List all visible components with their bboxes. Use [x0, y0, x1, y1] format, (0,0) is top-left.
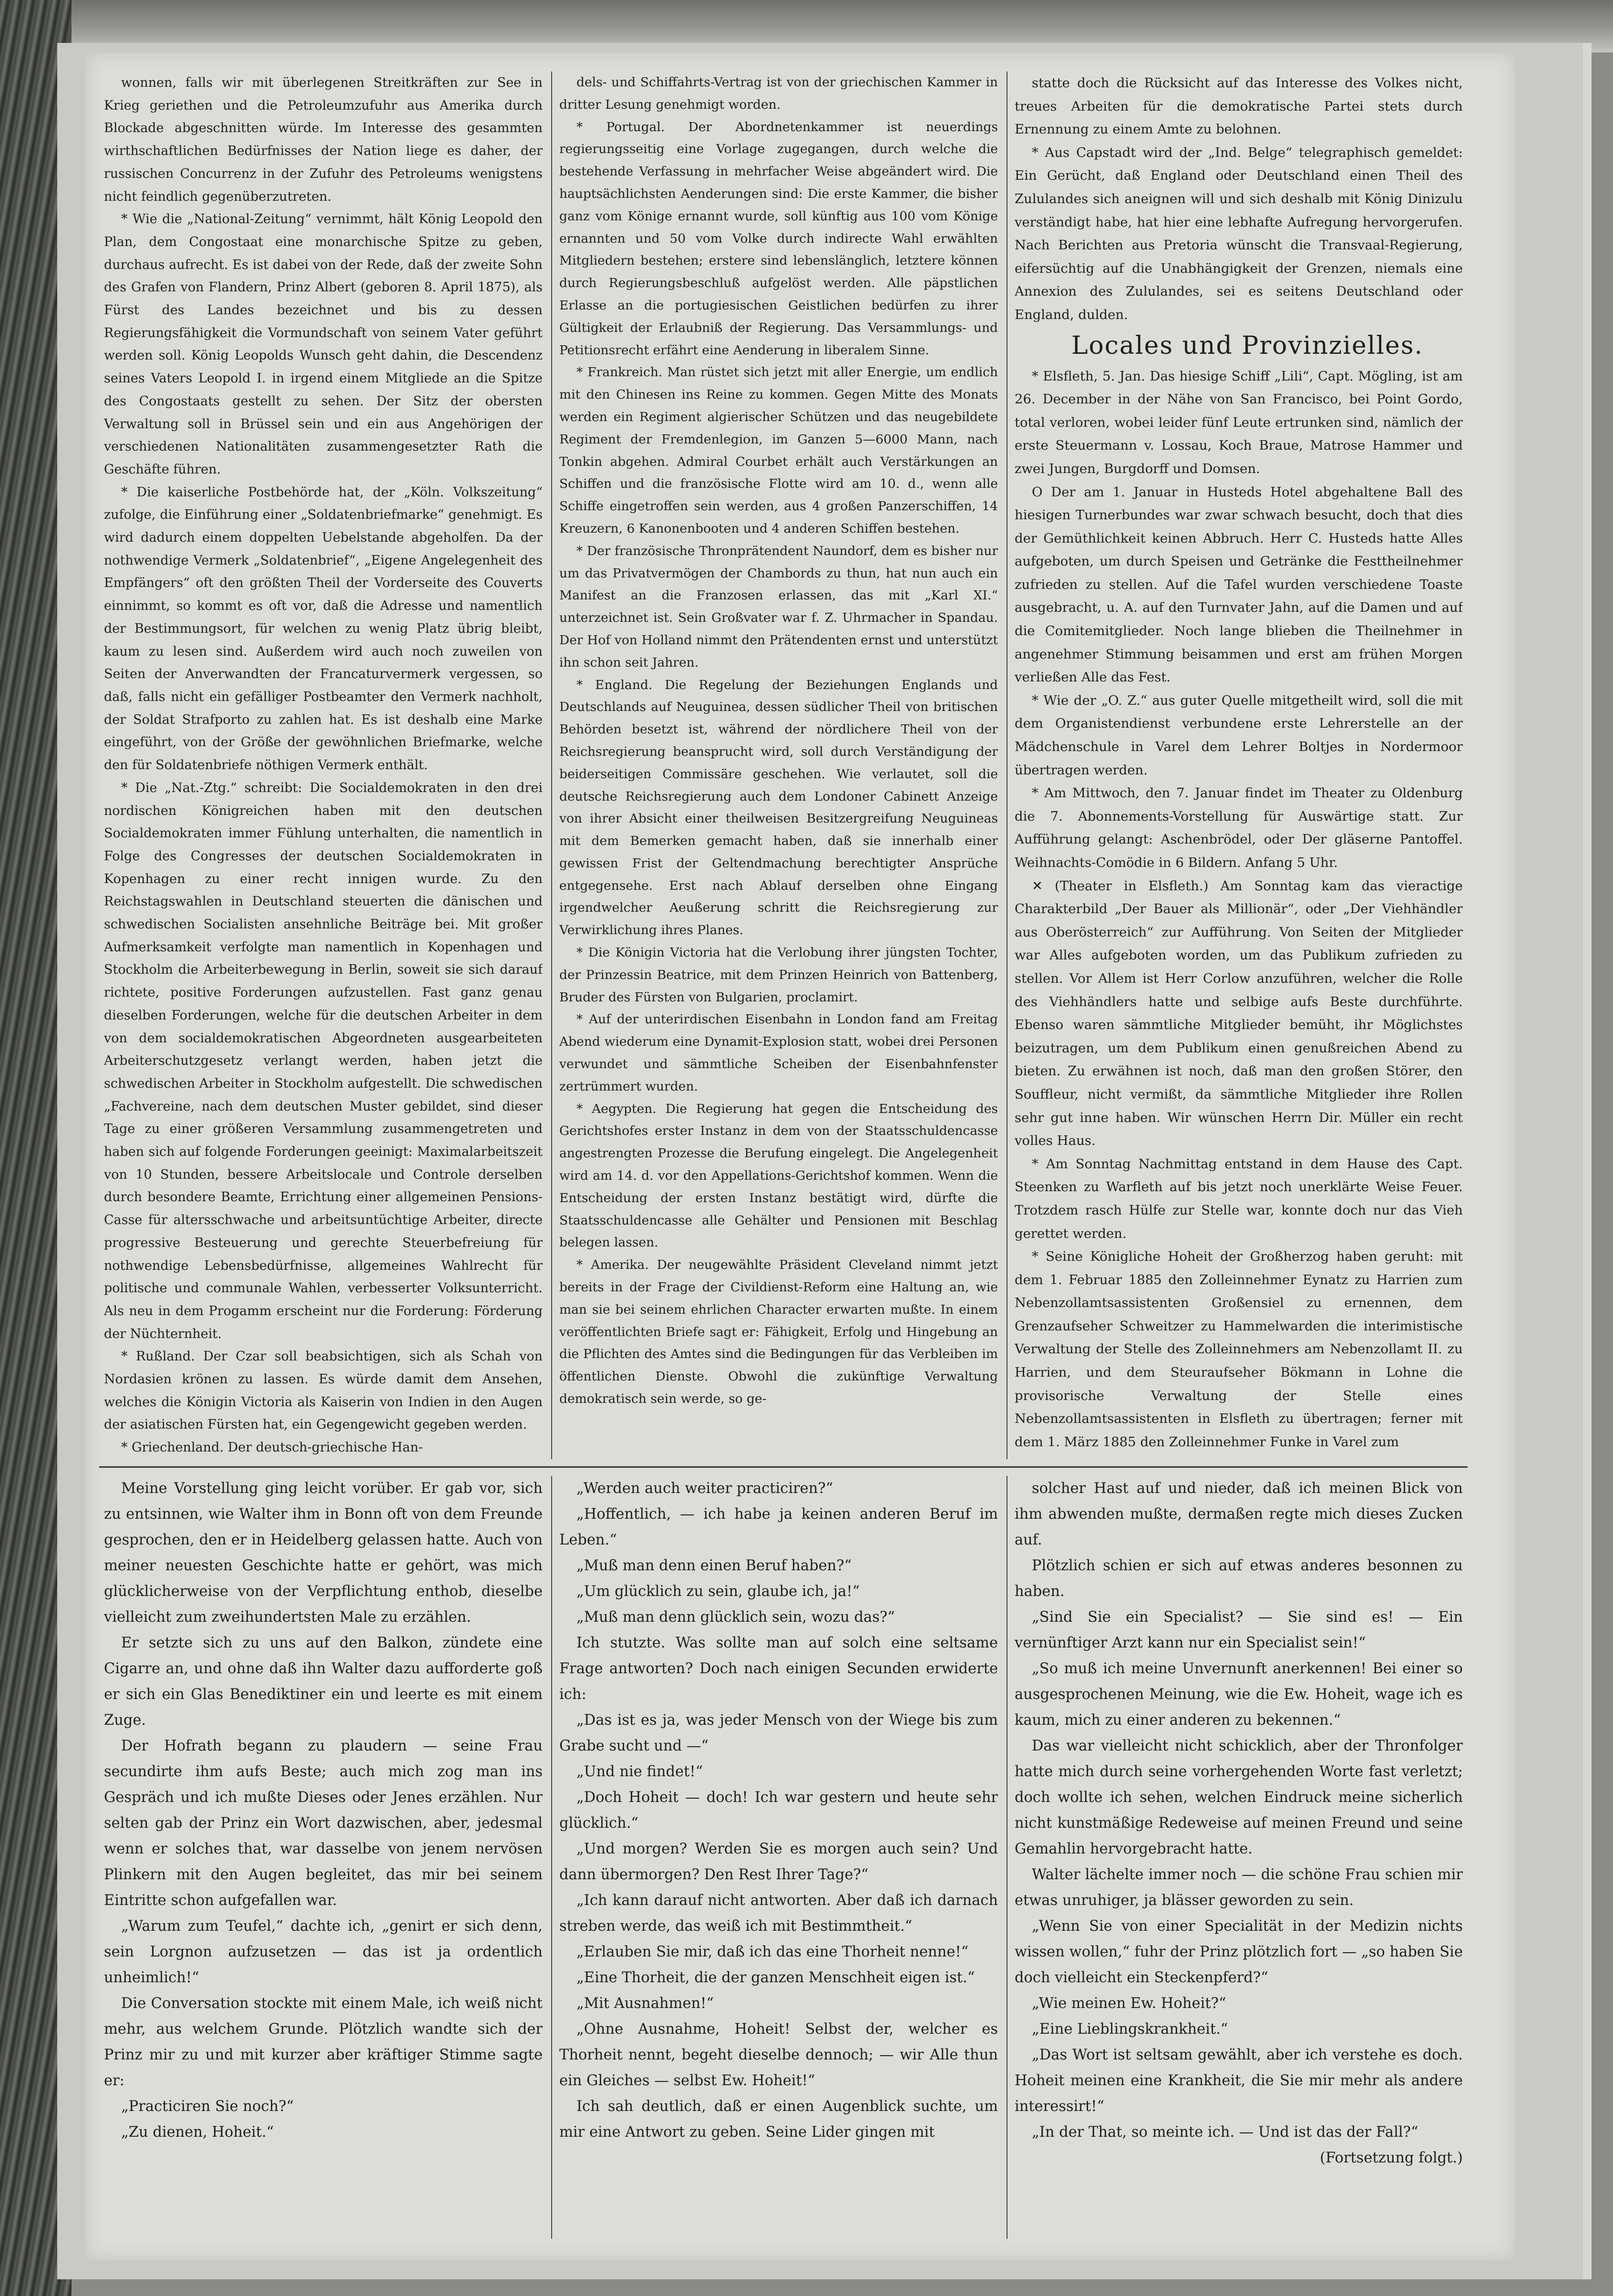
- paragraph: * Die „Nat.-Ztg.“ schreibt: Die Socialdemokraten in den drei nordischen Königreichen haben mit den deutschen Socialdemokraten immer Fühlung unterhalten, die namentlich in Folge des Congresses der deutschen Socialdemokraten in Kopenhagen zu einer recht innigen wurde. Zu den Reichstagswahlen in Deutschland steuerten die dänischen und schwedischen Socialisten ansehnliche Beiträge bei. Mit großer Aufmerksamkeit verfolgte man namentlich in Kopenhagen und Stockholm die Arbeiterbewegung in Berlin, soweit sie sich darauf richtete, positive Forderungen aufzustellen. Fast ganz genau dieselben Forderungen, welche für die deutschen Arbeiter in dem von dem socialdemokratischen Abgeordneten ausgearbeiteten Arbeiterschutzgesetz verlangt werden, haben jetzt die schwedischen Arbeiter in Stockholm aufgestellt. Die schwedischen „Fachvereine, nach dem deutschen Muster gebildet, sind dieser Tage zu einer größeren Versammlung zusammengetreten und haben sich auf folgende Forderungen geeinigt: Maximalarbeitszeit von 10 Stunden, bessere Arbeitslocale und Controle derselben durch besondere Beamte, Errichtung einer allgemeinen Pensions-Casse für altersschwache und arbeitsuntüchtige Arbeiter, directe progressive Besteuerung und gerechte Steuerbefreiung für nothwendige Lebensbedürfnisse, allgemeines Wahlrecht für politische und communale Wahlen, verbesserter Volksunterricht. Als neu in dem Progamm erscheint nur die Forderung: Förderung der Nüchternheit.: [104, 780, 543, 1341]
- feuilleton-divider: [99, 1466, 1468, 1468]
- paragraph: * Die Königin Victoria hat die Verlobung ihrer jüngsten Tochter, der Prinzessin Beatrice, mit dem Prinzen Heinrich von Battenberg, Bruder des Fürsten von Bulgarien, proclamirt.: [559, 945, 998, 1005]
- paragraph: Plötzlich schien er sich auf etwas anderes besonnen zu haben.: [1015, 1557, 1463, 1600]
- paragraph: „Zu dienen, Hoheit.“: [121, 2124, 274, 2141]
- paragraph: ✕ (Theater in Elsfleth.) Am Sonntag kam das vieractige Charakterbild „Der Bauer als Millionär“, oder „Der Viehhändler aus Oberösterreich“ zur Aufführung. Von Seiten der Mitglieder war Alles aufgeboten worden, um das Publikum zufrieden zu stellen. Vor Allem ist Herr Corlow anzuführen, welcher die Rolle des Viehhändlers hatte und selbige aufs Beste durchführte. Ebenso waren sämmtliche Mitglieder bemüht, ihr Möglichstes beizutragen, um dem Publikum einen genußreichen Abend zu bieten. Zu erwähnen ist noch, daß man den großen Störer, den Souffleur, nicht vermißt, da sämmtliche Mitglieder ihre Rollen sehr gut inne haben. Wir wünschen Herrn Dir. Müller ein recht volles Haus.: [1015, 878, 1463, 1149]
- paragraph: Der Hofrath begann zu plaudern — seine Frau secundirte ihm aufs Beste; auch mich zog man ins Gespräch und ich mußte Dieses oder Jenes erzählen. Nur selten gab der Prinz ein Wort dazwischen, aber, jedesmal wenn er solches that, war dasselbe von jenem nervösen Plinkern mit den Augen begleitet, das mir bei seinem Eintritte schon aufgefallen war.: [104, 1738, 543, 1909]
- paragraph: „So muß ich meine Unvernunft anerkennen! Bei einer so ausgesprochenen Meinung, wie die Ew. Hoheit, wage ich es kaum, mich zu einer anderen zu bekennen.“: [1015, 1660, 1463, 1729]
- news-column-2: [559, 72, 998, 1459]
- paragraph: „Wie meinen Ew. Hoheit?“: [1032, 1995, 1226, 2012]
- paragraph: Die Conversation stockte mit einem Male, ich weiß nicht mehr, aus welchem Grunde. Plötzlich wandte sich der Prinz mir zu und mit kurzer aber kräftiger Stimme sagte er:: [104, 1995, 543, 2089]
- paragraph: „Ich kann darauf nicht antworten. Aber daß ich darnach streben werde, das weiß ich mit Bestimmtheit.“: [559, 1892, 998, 1935]
- continuation-note: (Fortsetzung folgt.): [1320, 2150, 1463, 2166]
- feuilleton-column-3-text: [1015, 1476, 1463, 2145]
- paragraph: „Muß man denn glücklich sein, wozu das?“: [576, 1609, 895, 1626]
- paragraph: * Seine Königliche Hoheit der Großherzog haben geruht: mit dem 1. Februar 1885 den Zolleinnehmer Eynatz zu Harrien zum Nebenzollamtsassistenten Großensiel zu ernennen, dem Grenzaufseher Schweitzer zu Hammelwarden die interimistische Verwaltung der Stelle des Zolleinnehmers am Nebenzollamt II. zu Harrien, und dem Steuraufseher Bökmann in Lohne die provisorische Verwaltung der Stelle eines Nebenzollamtsassistenten in Elsfleth zu übertragen; ferner mit dem 1. März 1885 den Zolleinnehmer Funke in Varel zum: [1015, 1249, 1463, 1450]
- paragraph: Ich stutzte. Was sollte man auf solch eine seltsame Frage antworten? Doch nach einigen Secunden erwiderte ich:: [559, 1635, 998, 1703]
- paragraph: „Eine Lieblingskrankheit.“: [1032, 2021, 1228, 2038]
- paragraph: * Auf der unterirdischen Eisenbahn in London fand am Freitag Abend wiederum eine Dynamit-Explosion statt, wobei drei Personen verwundet und sämmtliche Scheiben der Eisenbahnfenster zertrümmert wurden.: [559, 1012, 998, 1094]
- paragraph: Er setzte sich zu uns auf den Balkon, zündete eine Cigarre an, und ohne daß ihn Walter dazu aufforderte goß er sich ein Glas Benediktiner ein und leerte es mit einem Zuge.: [104, 1635, 543, 1729]
- paragraph: dels- und Schiffahrts-Vertrag ist von der griechischen Kammer in dritter Lesung genehmigt worden.: [559, 75, 998, 112]
- paragraph: wonnen, falls wir mit überlegenen Streitkräften zur See in Krieg geriethen und die Petroleumzufuhr aus Amerika durch Blockade abgeschnitten würde. Im Interesse des gesammten wirthschaftlichen Bedürfnisses der Nation liege es daher, der russischen Concurrenz in der Zufuhr des Petroleums wenigstens nicht feindlich gegenüberzutreten.: [104, 75, 543, 204]
- paragraph: * Die kaiserliche Postbehörde hat, der „Köln. Volkszeitung“ zufolge, die Einführung einer „Soldatenbriefmarke“ genehmigt. Es wird dadurch einem doppelten Uebelstande abgeholfen. Da der nothwendige Vermerk „Soldatenbrief“, „Eigene Angelegenheit des Empfängers“ oft den größten Theil der Vorderseite des Couverts einnimmt, so kommt es oft vor, daß die Adresse und namentlich der Bestimmungsort, für welchen zu wenig Platz übrig bleibt, kaum zu lesen sind. Außerdem wird auch noch zuweilen von Seiten der Anverwandten der Francaturvermerk vergessen, so daß, falls nicht ein gefälliger Postbeamter den Vermerk nachholt, der Soldat Strafporto zu zahlen hat. Es ist deshalb eine Marke eingeführt, von der Größe der gewöhnlichen Briefmarke, welche den für Soldatenbriefe nöthigen Vermerk enthält.: [104, 484, 543, 773]
- news-column-3-top: [1015, 72, 1463, 327]
- paragraph: * Am Mittwoch, den 7. Januar findet im Theater zu Oldenburg die 7. Abonnements-Vorstellung für Auswärtige statt. Zur Aufführung gelangt: Aschenbrödel, oder Der gläserne Pantoffel. Weihnachts-Comödie in 6 Bildern. Anfang 5 Uhr.: [1015, 785, 1463, 870]
- feuilleton-column-2: [559, 1476, 998, 2244]
- paragraph: „In der That, so meinte ich. — Und ist das der Fall?“: [1032, 2124, 1418, 2141]
- column-rule-1: [551, 72, 552, 1459]
- newspaper-page: [85, 52, 1515, 2260]
- paragraph: „Erlauben Sie mir, daß ich das eine Thorheit nenne!“: [576, 1944, 969, 1960]
- paragraph: * Aegypten. Die Regierung hat gegen die Entscheidung des Gerichtshofes erster Instanz in dem von der Staatsschuldencasse angestrengten Prozesse die Berufung eingelegt. Die Angelegenheit wird am 14. d. vor den Appellations-Gerichtshof kommen. Wenn die Entscheidung der ersten Instanz bestätigt wird, dürfte die Staatsschuldencasse alle Gehälter und Pensionen mit Beschlag belegen lassen.: [559, 1101, 998, 1250]
- section-title: Locales und Provinzielles.: [1071, 331, 1424, 360]
- paragraph: statte doch die Rücksicht auf das Interesse des Volkes nicht, treues Arbeiten für die demokratische Partei stets durch Ernennung zu einem Amte zu belohnen.: [1015, 75, 1463, 137]
- paragraph: „Doch Hoheit — doch! Ich war gestern und heute sehr glücklich.“: [559, 1789, 998, 1832]
- paragraph: * Elsfleth, 5. Jan. Das hiesige Schiff „Lili“, Capt. Mögling, ist am 26. December in der Nähe von San Francisco, bei Point Gordo, total verloren, wobei leider fünf Leute ertrunken sind, nämlich der erste Steuermann v. Lossau, Koch Braue, Matrose Hammer und zwei Jungen, Burgdorff und Domsen.: [1015, 368, 1463, 476]
- feuilleton-column-3: [1015, 1476, 1463, 2244]
- paragraph: Das war vielleicht nicht schicklich, aber der Thronfolger hatte mich durch seine vorhergehenden Worte fast verletzt; doch wollte ich sehen, welchen Eindruck meine sicherlich nicht kunstmäßige Redeweise auf meinen Freund und seine Gemahlin hervorgebracht hatte.: [1015, 1738, 1463, 1857]
- paragraph: „Werden auch weiter practiciren?“: [576, 1480, 833, 1497]
- paragraph: Meine Vorstellung ging leicht vorüber. Er gab vor, sich zu entsinnen, wie Walter ihm in Bonn oft von dem Freunde gesprochen, den er in Heidelberg gelassen hatte. Auch von meiner neuesten Geschichte hatte er gehört, was mich glücklicherweise von der Verpflichtung enthob, dieselbe vielleicht zum zweihundertsten Male zu erzählen.: [104, 1480, 543, 1626]
- news-column-3-local: [1015, 365, 1463, 1454]
- news-column-3: [1015, 72, 1463, 1459]
- paragraph: „Sind Sie ein Specialist? — Sie sind es! — Ein vernünftiger Arzt kann nur ein Specialist sein!“: [1015, 1609, 1463, 1651]
- paragraph: „Das ist es ja, was jeder Mensch von der Wiege bis zum Grabe sucht und —“: [559, 1712, 998, 1754]
- paragraph: * Griechenland. Der deutsch-griechische Han-: [121, 1440, 423, 1455]
- paragraph: „Practiciren Sie noch?“: [121, 2098, 294, 2115]
- paragraph: „Und morgen? Werden Sie es morgen auch sein? Und dann übermorgen? Den Rest Ihrer Tage?“: [559, 1841, 998, 1883]
- paragraph: „Eine Thorheit, die der ganzen Menschheit eigen ist.“: [576, 1969, 975, 1986]
- feuilleton-rule-1: [551, 1476, 552, 2239]
- paragraph: „Warum zum Teufel,“ dachte ich, „genirt er sich denn, sein Lorgnon aufzusetzen — das ist ja ordentlich unheimlich!“: [104, 1918, 543, 1986]
- paragraph: * Wie die „National-Zeitung“ vernimmt, hält König Leopold den Plan, dem Congostaat eine monarchische Spitze zu geben, durchaus aufrecht. Es ist dabei von der Rede, daß der zweite Sohn des Grafen von Flandern, Prinz Albert (geboren 8. April 1875), als Fürst des Landes bezeichnet und bis zu dessen Regierungsfähigkeit die Vormundschaft von seinem Vater geführt werden soll. König Leopolds Wunsch geht dahin, die Descendenz seines Vaters Leopold I. in irgend einem Mitgliede an die Spitze des Congostaats gestellt zu sehen. Der Sitz der obersten Verwaltung soll in Brüssel sein und ein aus Angehörigen der verschiedenen Nationalitäten zusammengesetzter Rath die Geschäfte führen.: [104, 212, 543, 477]
- paragraph: „Wenn Sie von einer Specialität in der Medizin nichts wissen wollen,“ fuhr der Prinz plötzlich fort — „so haben Sie doch vielleicht ein Steckenpferd?“: [1015, 1918, 1463, 1986]
- paragraph: * Rußland. Der Czar soll beabsichtigen, sich als Schah von Nordasien krönen zu lassen. Es würde damit dem Ansehen, welches die Königin Victoria als Kaiserin von Indien in den Augen der asiatischen Fürsten hat, ein Gegengewicht gegeben werden.: [104, 1349, 543, 1432]
- news-column-1: [104, 72, 543, 1459]
- paragraph: * Der französische Thronprätendent Naundorf, dem es bisher nur um das Privatvermögen der Chambords zu thun, hat nun auch ein Manifest an die Franzosen erlassen, das mit „Karl XI.“ unterzeichnet ist. Sein Großvater war f. Z. Uhrmacher in Spandau. Der Hof von Holland nimmt den Prätendenten ernst und unterstützt ihn schon seit Jahren.: [559, 543, 998, 670]
- paragraph: * England. Die Regelung der Beziehungen Englands und Deutschlands auf Neuguinea, dessen südlicher Theil von britischen Behörden besetzt ist, während der nördlichere Theil von der Reichsregierung beansprucht wird, soll durch Verständigung der beiderseitigen Commissäre geschehen. Wie verlautet, soll die deutsche Reichsregierung auch dem Londoner Cabinett Anzeige von ihrer Absicht einer theilweisen Besitzergreifung Neuguineas mit dem Bemerken gemacht haben, daß sie innerhalb einer gewissen Frist der Geltendmachung berechtigter Ansprüche entgegensehe. Erst nach Ablauf derselben ohne Eingang irgendwelcher Aeußerung schritt die Reichsregierung zur Verwirklichung ihres Planes.: [559, 677, 998, 938]
- paragraph: „Das Wort ist seltsam gewählt, aber ich verstehe es doch. Hoheit meinen eine Krankheit, die Sie mir mehr als andere interessirt!“: [1015, 2047, 1463, 2115]
- paragraph: * Am Sonntag Nachmittag entstand in dem Hause des Capt. Steenken zu Warfleth auf bis jetzt noch unerklärte Weise Feuer. Trotzdem rasch Hülfe zur Stelle war, konnte doch nur das Vieh gerettet werden.: [1015, 1156, 1463, 1241]
- paragraph: * Frankreich. Man rüstet sich jetzt mit aller Energie, um endlich mit den Chinesen ins Reine zu kommen. Gegen Mitte des Monats werden ein Regiment algierischer Schützen und das neugebildete Regiment der Fremdenlegion, im Ganzen 5—6000 Mann, nach Tonkin abgehen. Admiral Courbet erhält auch Verstärkungen an Schiffen und die französische Flotte wird am 10. d., wenn alle Schiffe eingetroffen sein werden, aus 4 großen Panzerschiffen, 14 Kreuzern, 6 Kanonenbooten und 4 anderen Schiffen bestehen.: [559, 365, 998, 536]
- paragraph: * Wie der „O. Z.“ aus guter Quelle mitgetheilt wird, soll die mit dem Organistendienst verbundene erste Lehrerstelle an der Mädchenschule in Varel dem Lehrer Boltjes in Nordermoor übertragen werden.: [1015, 692, 1463, 778]
- paragraph: „Und nie findet!“: [576, 1763, 703, 1780]
- paragraph: * Portugal. Der Abordnetenkammer ist neuerdings regierungsseitig eine Vorlage zugegangen, durch welche die bestehende Verfassung in mehrfacher Weise abgeändert wird. Die hauptsächlichsten Aenderungen sind: Die erste Kammer, die bisher ganz vom Könige ernannt wurde, soll künftig aus 100 vom Könige ernannten und 50 vom Volke durch indirecte Wahl erwählten Mitgliedern bestehen; erstere sind lebenslänglich, letztere können durch Regierungsbeschluß aufgelöst werden. Alle päpstlichen Erlasse an die portugiesischen Geistlichen bedürfen zu ihrer Gültigkeit der Erlaubniß der Regierung. Das Versammlungs- und Petitionsrecht erfährt eine Aenderung in liberalem Sinne.: [559, 119, 998, 358]
- paragraph: „Hoffentlich, — ich habe ja keinen anderen Beruf im Leben.“: [559, 1506, 998, 1548]
- feuilleton-column-1: [104, 1476, 543, 2244]
- paragraph: O Der am 1. Januar in Husteds Hotel abgehaltene Ball des hiesigen Turnerbundes war zwar schwach besucht, doch that dies der Gemüthlichkeit keinen Abbruch. Herr C. Husteds hatte Alles aufgeboten, um durch Speisen und Getränke die Festtheilnehmer zufrieden zu stellen. Auf die Tafel wurden verschiedene Toaste ausgebracht, u. A. auf den Turnvater Jahn, auf die Damen und auf die Comitemitglieder. Noch lange blieben die Theilnehmer in angenehmer Stimmung beisammen und erst am frühen Morgen verließen Alle das Fest.: [1015, 484, 1463, 685]
- paragraph: „Muß man denn einen Beruf haben?“: [576, 1557, 852, 1574]
- paragraph: Walter lächelte immer noch — die schöne Frau schien mir etwas unruhiger, ja blässer geworden zu sein.: [1015, 1866, 1463, 1909]
- paragraph: Ich sah deutlich, daß er einen Augenblick suchte, um mir eine Antwort zu geben. Seine Lider gingen mit: [559, 2098, 998, 2141]
- paragraph: solcher Hast auf und nieder, daß ich meinen Blick von ihm abwenden mußte, dermaßen regte mich dieses Zucken auf.: [1015, 1480, 1463, 1548]
- paragraph: „Um glücklich zu sein, glaube ich, ja!“: [576, 1583, 860, 1600]
- paragraph: * Aus Capstadt wird der „Ind. Belge“ telegraphisch gemeldet: Ein Gerücht, daß England oder Deutschland einen Theil des Zululandes sich aneignen will und sich deshalb mit König Dinizulu verständigt habe, hat hier eine lebhafte Aufregung hervorgerufen. Nach Berichten aus Pretoria wünscht die Transvaal-Regierung, eifersüchtig auf die Unabhängigkeit der Grenzen, niemals eine Annexion des Zululandes, sei es seitens Deutschland oder England, dulden.: [1015, 144, 1463, 322]
- paragraph: „Mit Ausnahmen!“: [576, 1995, 714, 2012]
- paragraph: * Amerika. Der neugewählte Präsident Cleveland nimmt jetzt bereits in der Frage der Civildienst-Reform eine Haltung an, wie man sie bei seinem ehrlichen Character erwarten mußte. In einem veröffentlichten Briefe sagt er: Fähigkeit, Erfolg und Hingebung an die Pflichten des Amtes sind die Bedingungen für das Verbleiben im öffentlichen Dienste. Obwohl die zukünftige Verwaltung demokratisch sein werde, so ge-: [559, 1257, 998, 1407]
- paragraph: „Ohne Ausnahme, Hoheit! Selbst der, welcher es Thorheit nennt, begeht dieselbe dennoch; — wir Alle thun ein Gleiches — selbst Ew. Hoheit!“: [559, 2021, 998, 2089]
